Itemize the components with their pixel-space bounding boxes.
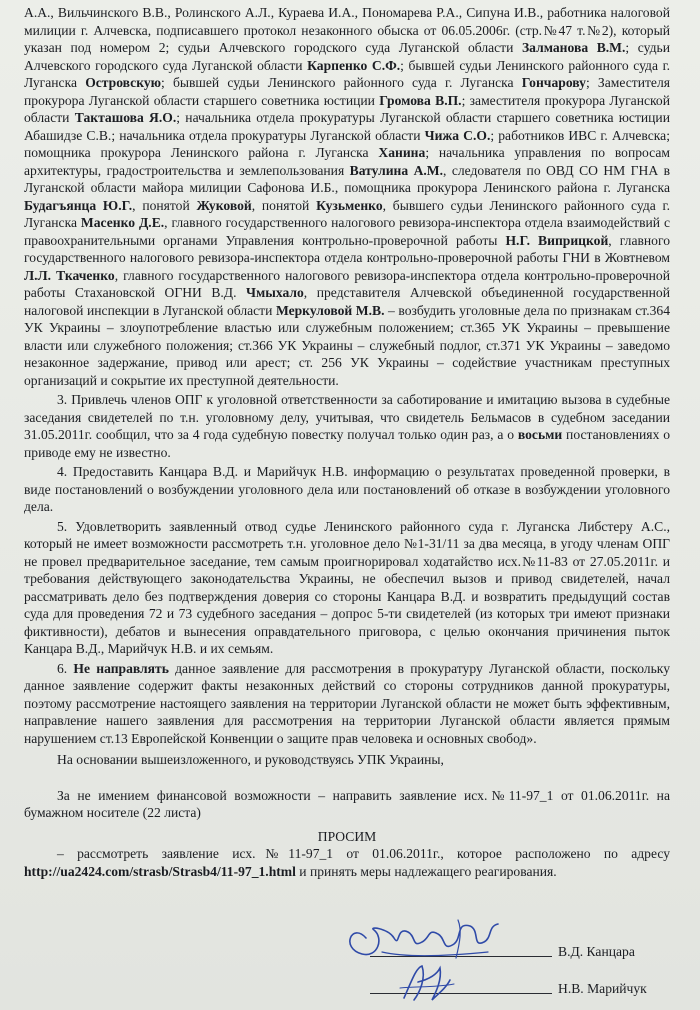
signatory-name: Н.В. Марийчук [558, 981, 647, 996]
paragraph-intro: А.А., Вильчинского В.В., Ролинского А.Л., Кураева И.А., Пономарева Р.А., Сипуна И.В., работника налоговой милиции г. Алчевска, подписавшего протокол незаконного обыска от 06.05.2006г. (стр.№47 т.№2), который указан под номером 2; судьи Алчевского городского суда Луганской области Залманова В.М.; судьи Алчевского городского суда Луганской области Карпенко С.Ф.; бывшей судьи Ленинского районного суда г. Луганска Островскую; бывшей судьи Ленинского районного суда г. Луганска Гончарову; Заместителя прокурора Луганской области старшего советника юстиции Громова В.П.; заместителя прокурора Луганской области Такташова Я.О.; начальника отдела прокуратуры Луганской области старшего советника юстиции Абашидзе С.В.; начальника отдела прокуратуры Луганской области Чижа С.О.; работников ИВС г. Алчевска; помощника прокурора Ленинского района г. Луганска Ханина; начальника управления по вопросам архитектуры, градостроительства и землепользования Ватулина А.М., следователя по ОВД СО НМ ГНА в Луганской области майора милиции Сафонова И.Б., помощника прокурора Ленинского района г. Луганска Будагъянца Ю.Г., понятой Жуковой, понятой Кузьменко, бывшего судьи Ленинского районного суда г. Луганска Масенко Д.Е., главного государственного налогового ревизора-инспектора отдела взаимодействий с правоохранительными органами Управления контрольно-проверочной работы Н.Г. Виприцкой, главного государственного налогового ревизора-инспектора отдела контрольно-проверочной работы ГНИ в Жовтневом Л.Л. Ткаченко, главного государственного налогового ревизора-инспектора отдела контрольно-проверочной работы Стахановской ОГНИ В.Д. Чмыхало, представителя Алчевской объединенной государственной налоговой инспекции в Луганской области Меркуловой М.В. – возбудить уголовные дела по признакам ст.364 УК Украины – злоупотребление властью или служебным положением; ст.365 УК Украины – превышение власти или служебного положения; ст.366 УК Украины – служебный подлог, ст.371 УК Украины – заведомо незаконное задержание, привод или арест; ст. 256 УК Украины – содействие участникам преступных организаций и сокрытие их преступной деятельности. [24, 5, 671, 388]
paragraph-5: 5. Удовлетворить заявленный отвод судье Ленинского районного суда г. Луганска Либстеру А.С., который не имеет возможности рассмотреть т.н. уголовное дело №1-31/11 за два месяца, в угоду членам ОПГ не провел предварительное заседание, тем самым проигнорировал ходатайство исх.№11-83 от 27.05.2011г. и требования действующего законодательства Украины, не обеспечил вызов и привод свидетелей, начал рассматривать дело без подтверждения доверия со стороны Канцара В.Д. и возвратить предыдущий состав суда для проведения 72 и 73 судебного заседания – допрос 5-ти свидетелей (из которых три имеют признаки фиктивности), дебатов и вынесения оправдательного приговора, с целью окончания причинения пыток Канцара В.Д., Марийчук Н.В. и их семьям. [24, 518, 670, 656]
signatory-name: В.Д. Канцара [558, 944, 635, 959]
signature-handwritten-2 [392, 958, 462, 1006]
paragraph-6: 6. Не направлять данное заявление для рассмотрения в прокуратуру Луганской области, поскольку данное заявление содержит факты незаконных действий со стороны сотрудников данной прокуратуры, поэтому рассмотрение настоящего заявления на территории Луганской области не может быть эффективным, направление нашего заявления для рассмотрения на территории Луганской области является прямым нарушением ст.13 Европейской Конвенции о защите прав человека и основных свобод». [24, 660, 671, 746]
paragraph-4: 4. Предоставить Канцара В.Д. и Марийчук Н.В. информацию о результатах проведенной проверки, в виде постановлений о возбуждении уголовного дела или постановлений об отказе в возбуждении уголовного дела. [24, 464, 670, 514]
document-link[interactable]: http://ua2424.com/strasb/Strasb4/11-97_1.html [24, 863, 296, 879]
request-heading: ПРОСИМ [317, 828, 377, 844]
paragraph-request: – рассмотреть заявление исх.№11-97_1 от 01.06.2011г., которое расположено по адресу http://ua2424.com/strasb/Strasb4/11-97_1.html и принять меры надлежащего реагирования. [24, 846, 670, 879]
paragraph-3: 3. Привлечь членов ОПГ к уголовной ответственности за саботирование и имитацию вызова в судебные заседания свидетелей по т.н. уголовному делу, учитывая, что свидетель Бельмасов в судебном заседании 31.05.2011г. сообщил, что за 4 года судебную повестку получал только один раз, а о восьми постановлениях о приводе ему не известно. [24, 392, 670, 460]
paragraph-basis: На основании вышеизложенного, и руководствуясь УПК Украины, [57, 752, 444, 767]
paragraph-financial: За не имением финансовой возможности – направить заявление исх.№11-97_1 от 01.06.2011г. на бумажном носителе (22 листа) [24, 787, 670, 820]
